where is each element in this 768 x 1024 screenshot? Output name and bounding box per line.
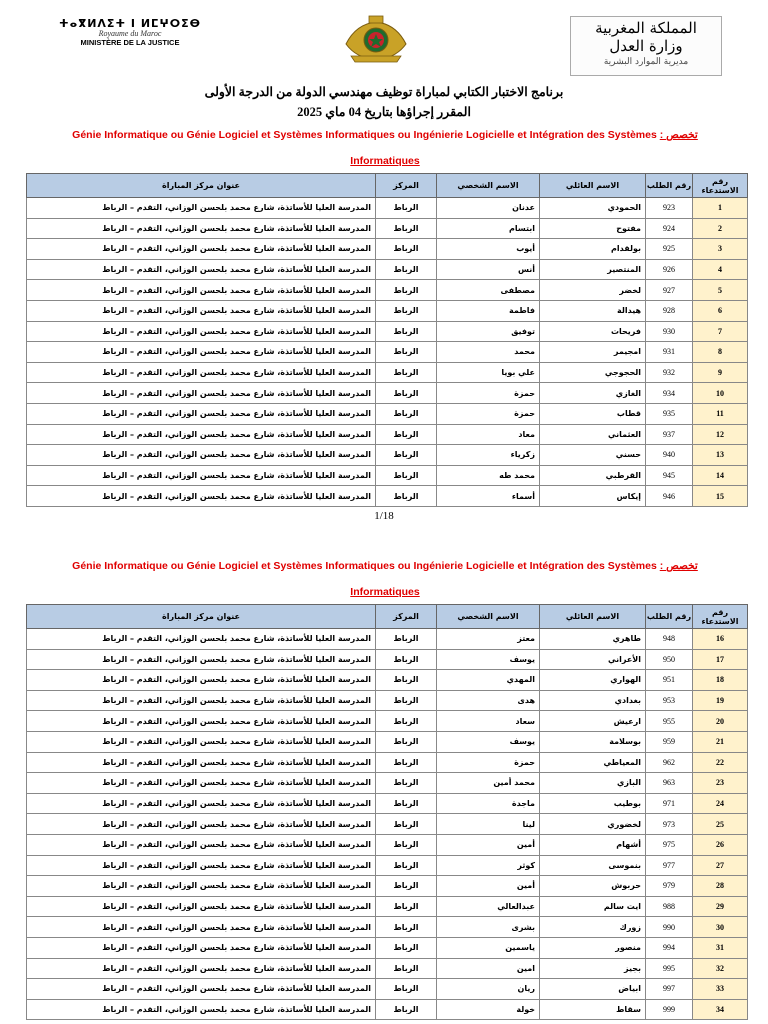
cell-convocation-number: 11: [693, 403, 748, 424]
cell-family-name: إيكاس: [540, 486, 646, 507]
cell-address: المدرسة العليا للأساتذة، شارع محمد بلحسن الوزاني، التقدم – الرباط: [27, 773, 376, 794]
cell-application-number: 994: [646, 937, 693, 958]
col-application-number: رقم الطلب: [646, 174, 693, 198]
cell-first-name: أسماء: [437, 486, 540, 507]
cell-family-name: المعياطي: [540, 752, 646, 773]
cell-first-name: حمزة: [437, 403, 540, 424]
cell-first-name: محمد: [437, 342, 540, 363]
cell-convocation-number: 2: [693, 218, 748, 239]
cell-address: المدرسة العليا للأساتذة، شارع محمد بلحسن الوزاني، التقدم – الرباط: [27, 793, 376, 814]
table-row: [27, 876, 748, 897]
cell-convocation-number: 21: [693, 731, 748, 752]
cell-convocation-number: 1: [693, 198, 748, 219]
col-address: عنوان مركز المباراة: [27, 174, 376, 198]
cell-convocation-number: 34: [693, 999, 748, 1020]
cell-first-name: معتز: [437, 629, 540, 650]
cell-city: الرباط: [376, 690, 437, 711]
cell-family-name: بوسلامة: [540, 731, 646, 752]
cell-convocation-number: 24: [693, 793, 748, 814]
cell-address: المدرسة العليا للأساتذة، شارع محمد بلحسن الوزاني، التقدم – الرباط: [27, 445, 376, 466]
cell-family-name: هيدالة: [540, 300, 646, 321]
cell-city: الرباط: [376, 198, 437, 219]
cell-convocation-number: 27: [693, 855, 748, 876]
cell-family-name: الأعراني: [540, 649, 646, 670]
cell-first-name: لينا: [437, 814, 540, 835]
ministry-text: وزارة العدل: [609, 37, 683, 55]
cell-first-name: محمد طه: [437, 465, 540, 486]
table-row: [27, 280, 748, 301]
table-row: [27, 362, 748, 383]
cell-application-number: 927: [646, 280, 693, 301]
cell-city: الرباط: [376, 465, 437, 486]
cell-application-number: 975: [646, 834, 693, 855]
cell-address: المدرسة العليا للأساتذة، شارع محمد بلحسن الوزاني، التقدم – الرباط: [27, 198, 376, 219]
cell-city: الرباط: [376, 342, 437, 363]
cell-family-name: امجيمر: [540, 342, 646, 363]
cell-first-name: خولة: [437, 999, 540, 1020]
tifinagh-text: ⵜⴰⴳⵍⴷⵉⵜ ⵏ ⵍⵎⵖⵔⵉⴱ: [58, 17, 201, 30]
cell-convocation-number: 8: [693, 342, 748, 363]
table-row: [27, 999, 748, 1020]
cell-application-number: 959: [646, 731, 693, 752]
col-family-name: الاسم العائلي: [540, 605, 646, 629]
ministry-logo-left: [55, 18, 205, 58]
table-row: [27, 958, 748, 979]
cell-first-name: ابتسام: [437, 218, 540, 239]
cell-convocation-number: 15: [693, 486, 748, 507]
cell-application-number: 923: [646, 198, 693, 219]
cell-application-number: 955: [646, 711, 693, 732]
cell-family-name: فريحات: [540, 321, 646, 342]
cell-city: الرباط: [376, 670, 437, 691]
cell-address: المدرسة العليا للأساتذة، شارع محمد بلحسن الوزاني، التقدم – الرباط: [27, 999, 376, 1020]
cell-family-name: العثماني: [540, 424, 646, 445]
cell-address: المدرسة العليا للأساتذة، شارع محمد بلحسن الوزاني، التقدم – الرباط: [27, 486, 376, 507]
cell-city: الرباط: [376, 917, 437, 938]
cell-address: المدرسة العليا للأساتذة، شارع محمد بلحسن الوزاني، التقدم – الرباط: [27, 649, 376, 670]
cell-city: الرباط: [376, 793, 437, 814]
table-row: [27, 793, 748, 814]
cell-convocation-number: 9: [693, 362, 748, 383]
cell-address: المدرسة العليا للأساتذة، شارع محمد بلحسن الوزاني، التقدم – الرباط: [27, 876, 376, 897]
cell-application-number: 934: [646, 383, 693, 404]
table-row: [27, 855, 748, 876]
cell-application-number: 946: [646, 486, 693, 507]
cell-convocation-number: 33: [693, 979, 748, 1000]
cell-address: المدرسة العليا للأساتذة، شارع محمد بلحسن الوزاني، التقدم – الرباط: [27, 424, 376, 445]
cell-address: المدرسة العليا للأساتذة، شارع محمد بلحسن الوزاني، التقدم – الرباط: [27, 937, 376, 958]
cell-city: الرباط: [376, 383, 437, 404]
table-row: [27, 383, 748, 404]
cell-family-name: المنتصير: [540, 259, 646, 280]
cell-family-name: سقاط: [540, 999, 646, 1020]
cell-address: المدرسة العليا للأساتذة، شارع محمد بلحسن الوزاني، التقدم – الرباط: [27, 958, 376, 979]
cell-first-name: بشرى: [437, 917, 540, 938]
cell-application-number: 945: [646, 465, 693, 486]
cell-first-name: توفيق: [437, 321, 540, 342]
cell-address: المدرسة العليا للأساتذة، شارع محمد بلحسن الوزاني، التقدم – الرباط: [27, 218, 376, 239]
candidates-table-page2: [26, 604, 748, 1020]
col-first-name: الاسم الشخصي: [437, 605, 540, 629]
cell-city: الرباط: [376, 362, 437, 383]
cell-city: الرباط: [376, 937, 437, 958]
cell-first-name: أنس: [437, 259, 540, 280]
cell-first-name: أمين: [437, 876, 540, 897]
table-row: [27, 218, 748, 239]
cell-address: المدرسة العليا للأساتذة، شارع محمد بلحسن الوزاني، التقدم – الرباط: [27, 280, 376, 301]
cell-application-number: 962: [646, 752, 693, 773]
cell-application-number: 979: [646, 876, 693, 897]
cell-address: المدرسة العليا للأساتذة، شارع محمد بلحسن الوزاني، التقدم – الرباط: [27, 342, 376, 363]
cell-family-name: بولقدام: [540, 239, 646, 260]
cell-convocation-number: 6: [693, 300, 748, 321]
cell-city: الرباط: [376, 300, 437, 321]
cell-address: المدرسة العليا للأساتذة، شارع محمد بلحسن الوزاني، التقدم – الرباط: [27, 383, 376, 404]
specialty-text: Génie Informatique ou Génie Logiciel et Systèmes Informatiques ou Ingénierie Logicielle et Intégration des Systèmes: [72, 129, 657, 141]
cell-convocation-number: 7: [693, 321, 748, 342]
cell-convocation-number: 23: [693, 773, 748, 794]
document-header: [0, 0, 768, 80]
cell-first-name: ماجدة: [437, 793, 540, 814]
cell-convocation-number: 10: [693, 383, 748, 404]
cell-family-name: الحمودي: [540, 198, 646, 219]
table-header-row: [27, 605, 748, 629]
cell-application-number: 948: [646, 629, 693, 650]
cell-address: المدرسة العليا للأساتذة، شارع محمد بلحسن الوزاني، التقدم – الرباط: [27, 814, 376, 835]
cell-family-name: بنموسى: [540, 855, 646, 876]
cell-family-name: قطاب: [540, 403, 646, 424]
cell-family-name: ابياض: [540, 979, 646, 1000]
cell-address: المدرسة العليا للأساتذة، شارع محمد بلحسن الوزاني، التقدم – الرباط: [27, 979, 376, 1000]
cell-family-name: لخضوري: [540, 814, 646, 835]
cell-family-name: الحجوجي: [540, 362, 646, 383]
cell-first-name: ريان: [437, 979, 540, 1000]
cell-convocation-number: 26: [693, 834, 748, 855]
table-row: [27, 198, 748, 219]
cell-first-name: محمد أمين: [437, 773, 540, 794]
table-row: [27, 403, 748, 424]
cell-address: المدرسة العليا للأساتذة، شارع محمد بلحسن الوزاني، التقدم – الرباط: [27, 731, 376, 752]
col-city: المركز: [376, 174, 437, 198]
table-row: [27, 424, 748, 445]
exam-date-title: المقرر إجراؤها بتاريخ 04 ماي 2025: [297, 105, 471, 119]
cell-family-name: بجيز: [540, 958, 646, 979]
cell-convocation-number: 3: [693, 239, 748, 260]
cell-application-number: 999: [646, 999, 693, 1020]
cell-application-number: 924: [646, 218, 693, 239]
col-city: المركز: [376, 605, 437, 629]
cell-address: المدرسة العليا للأساتذة، شارع محمد بلحسن الوزاني، التقدم – الرباط: [27, 690, 376, 711]
cell-convocation-number: 17: [693, 649, 748, 670]
ministry-logo-right: [570, 16, 722, 76]
cell-family-name: ايت سالم: [540, 896, 646, 917]
table-row: [27, 979, 748, 1000]
col-convocation-number: رقم الاستدعاء: [693, 174, 748, 198]
cell-application-number: 940: [646, 445, 693, 466]
cell-application-number: 926: [646, 259, 693, 280]
cell-family-name: منصور: [540, 937, 646, 958]
cell-convocation-number: 13: [693, 445, 748, 466]
cell-convocation-number: 16: [693, 629, 748, 650]
cell-application-number: 977: [646, 855, 693, 876]
col-convocation-number: رقم الاستدعاء: [693, 605, 748, 629]
cell-first-name: امين: [437, 958, 540, 979]
table-row: [27, 731, 748, 752]
table-row: [27, 773, 748, 794]
cell-family-name: حسني: [540, 445, 646, 466]
cell-application-number: 953: [646, 690, 693, 711]
col-family-name: الاسم العائلي: [540, 174, 646, 198]
cell-first-name: هدى: [437, 690, 540, 711]
cell-city: الرباط: [376, 979, 437, 1000]
cell-family-name: مفتوح: [540, 218, 646, 239]
table-row: [27, 834, 748, 855]
cell-application-number: 951: [646, 670, 693, 691]
cell-family-name: القرطبي: [540, 465, 646, 486]
cell-address: المدرسة العليا للأساتذة، شارع محمد بلحسن الوزاني، التقدم – الرباط: [27, 629, 376, 650]
cell-convocation-number: 18: [693, 670, 748, 691]
table-row: [27, 752, 748, 773]
cell-first-name: كوثر: [437, 855, 540, 876]
cell-city: الرباط: [376, 321, 437, 342]
cell-convocation-number: 22: [693, 752, 748, 773]
cell-address: المدرسة العليا للأساتذة، شارع محمد بلحسن الوزاني، التقدم – الرباط: [27, 321, 376, 342]
cell-city: الرباط: [376, 855, 437, 876]
cell-first-name: زكرياء: [437, 445, 540, 466]
table-header-row: [27, 174, 748, 198]
specialty-heading-page1: [40, 122, 730, 174]
cell-family-name: طاهري: [540, 629, 646, 650]
cell-city: الرباط: [376, 711, 437, 732]
cell-address: المدرسة العليا للأساتذة، شارع محمد بلحسن الوزاني، التقدم – الرباط: [27, 855, 376, 876]
specialty-label: : تخصص: [659, 560, 698, 572]
cell-first-name: المهدي: [437, 670, 540, 691]
cell-address: المدرسة العليا للأساتذة، شارع محمد بلحسن الوزاني، التقدم – الرباط: [27, 670, 376, 691]
specialty-text: Génie Informatique ou Génie Logiciel et Systèmes Informatiques ou Ingénierie Logicielle et Intégration des Systèmes: [72, 560, 657, 572]
cell-city: الرباط: [376, 280, 437, 301]
cell-family-name: الغازي: [540, 383, 646, 404]
cell-first-name: عدنان: [437, 198, 540, 219]
document-title: برنامج الاختبار الكتابي لمباراة توظيف مهندسي الدولة من الدرجة الأولى: [204, 85, 564, 99]
cell-address: المدرسة العليا للأساتذة، شارع محمد بلحسن الوزاني، التقدم – الرباط: [27, 917, 376, 938]
table-row: [27, 239, 748, 260]
cell-city: الرباط: [376, 218, 437, 239]
table-row: [27, 342, 748, 363]
cell-convocation-number: 30: [693, 917, 748, 938]
table-row: [27, 711, 748, 732]
cell-convocation-number: 19: [693, 690, 748, 711]
cell-address: المدرسة العليا للأساتذة، شارع محمد بلحسن الوزاني، التقدم – الرباط: [27, 403, 376, 424]
cell-convocation-number: 28: [693, 876, 748, 897]
cell-city: الرباط: [376, 239, 437, 260]
cell-address: المدرسة العليا للأساتذة، شارع محمد بلحسن الوزاني، التقدم – الرباط: [27, 896, 376, 917]
col-first-name: الاسم الشخصي: [437, 174, 540, 198]
cell-first-name: حمزة: [437, 383, 540, 404]
cell-first-name: أيوب: [437, 239, 540, 260]
cell-family-name: أشهام: [540, 834, 646, 855]
cell-city: الرباط: [376, 629, 437, 650]
cell-address: المدرسة العليا للأساتذة، شارع محمد بلحسن الوزاني، التقدم – الرباط: [27, 300, 376, 321]
table-row: [27, 649, 748, 670]
cell-city: الرباط: [376, 649, 437, 670]
cell-city: الرباط: [376, 259, 437, 280]
cell-family-name: حربوش: [540, 876, 646, 897]
cell-address: المدرسة العليا للأساتذة، شارع محمد بلحسن الوزاني، التقدم – الرباط: [27, 711, 376, 732]
cell-address: المدرسة العليا للأساتذة، شارع محمد بلحسن الوزاني، التقدم – الرباط: [27, 752, 376, 773]
cell-application-number: 925: [646, 239, 693, 260]
table-row: [27, 486, 748, 507]
cell-city: الرباط: [376, 773, 437, 794]
cell-city: الرباط: [376, 958, 437, 979]
cell-application-number: 995: [646, 958, 693, 979]
cell-application-number: 932: [646, 362, 693, 383]
cell-convocation-number: 32: [693, 958, 748, 979]
candidates-table-page1: [26, 173, 748, 507]
cell-first-name: معاد: [437, 424, 540, 445]
ministere-text: MINISTÈRE DE LA JUSTICE: [80, 38, 180, 47]
cell-application-number: 937: [646, 424, 693, 445]
cell-convocation-number: 4: [693, 259, 748, 280]
cell-application-number: 997: [646, 979, 693, 1000]
table-row: [27, 814, 748, 835]
cell-application-number: 931: [646, 342, 693, 363]
cell-family-name: البازي: [540, 773, 646, 794]
cell-application-number: 988: [646, 896, 693, 917]
specialty-text-line2: Informatiques: [350, 586, 420, 598]
cell-first-name: علي بويا: [437, 362, 540, 383]
cell-family-name: بغدادي: [540, 690, 646, 711]
cell-first-name: حمزة: [437, 752, 540, 773]
cell-convocation-number: 29: [693, 896, 748, 917]
cell-city: الرباط: [376, 834, 437, 855]
cell-application-number: 963: [646, 773, 693, 794]
col-application-number: رقم الطلب: [646, 605, 693, 629]
cell-city: الرباط: [376, 403, 437, 424]
cell-address: المدرسة العليا للأساتذة، شارع محمد بلحسن الوزاني، التقدم – الرباط: [27, 465, 376, 486]
cell-family-name: الهواري: [540, 670, 646, 691]
cell-city: الرباط: [376, 814, 437, 835]
table-row: [27, 300, 748, 321]
cell-application-number: 930: [646, 321, 693, 342]
cell-application-number: 973: [646, 814, 693, 835]
cell-first-name: يوسف: [437, 649, 540, 670]
cell-application-number: 950: [646, 649, 693, 670]
cell-convocation-number: 5: [693, 280, 748, 301]
cell-application-number: 935: [646, 403, 693, 424]
cell-family-name: زورك: [540, 917, 646, 938]
cell-city: الرباط: [376, 752, 437, 773]
cell-city: الرباط: [376, 445, 437, 466]
cell-convocation-number: 12: [693, 424, 748, 445]
cell-application-number: 928: [646, 300, 693, 321]
page-number: 1/18: [374, 510, 394, 522]
cell-application-number: 971: [646, 793, 693, 814]
cell-address: المدرسة العليا للأساتذة، شارع محمد بلحسن الوزاني، التقدم – الرباط: [27, 834, 376, 855]
cell-convocation-number: 25: [693, 814, 748, 835]
cell-city: الرباط: [376, 896, 437, 917]
cell-city: الرباط: [376, 876, 437, 897]
table-row: [27, 629, 748, 650]
specialty-label: : تخصص: [659, 129, 698, 141]
cell-family-name: لخضر: [540, 280, 646, 301]
specialty-heading-page2: [40, 553, 730, 605]
cell-city: الرباط: [376, 424, 437, 445]
cell-family-name: بوطيب: [540, 793, 646, 814]
cell-first-name: مصطفى: [437, 280, 540, 301]
table-row: [27, 259, 748, 280]
cell-family-name: ارعيش: [540, 711, 646, 732]
coat-of-arms-emblem: [341, 14, 411, 64]
cell-convocation-number: 31: [693, 937, 748, 958]
cell-city: الرباط: [376, 999, 437, 1020]
table-row: [27, 465, 748, 486]
royaume-text: Royaume du Maroc: [98, 29, 162, 38]
cell-address: المدرسة العليا للأساتذة، شارع محمد بلحسن الوزاني، التقدم – الرباط: [27, 259, 376, 280]
cell-city: الرباط: [376, 731, 437, 752]
cell-first-name: ياسمين: [437, 937, 540, 958]
cell-city: الرباط: [376, 486, 437, 507]
specialty-text-line2: Informatiques: [350, 155, 420, 167]
cell-convocation-number: 14: [693, 465, 748, 486]
cell-address: المدرسة العليا للأساتذة، شارع محمد بلحسن الوزاني، التقدم – الرباط: [27, 239, 376, 260]
cell-address: المدرسة العليا للأساتذة، شارع محمد بلحسن الوزاني، التقدم – الرباط: [27, 362, 376, 383]
cell-first-name: فاطمة: [437, 300, 540, 321]
directorate-text: مديرية الموارد البشرية: [603, 57, 689, 67]
table-row: [27, 670, 748, 691]
table-row: [27, 445, 748, 466]
cell-first-name: أمين: [437, 834, 540, 855]
cell-first-name: سعاد: [437, 711, 540, 732]
table-row: [27, 321, 748, 342]
kingdom-text: المملكة المغربية: [595, 19, 697, 37]
cell-application-number: 990: [646, 917, 693, 938]
table-row: [27, 917, 748, 938]
table-row: [27, 690, 748, 711]
table-row: [27, 896, 748, 917]
cell-first-name: يوسف: [437, 731, 540, 752]
cell-first-name: عبدالعالي: [437, 896, 540, 917]
table-row: [27, 937, 748, 958]
cell-convocation-number: 20: [693, 711, 748, 732]
col-address: عنوان مركز المباراة: [27, 605, 376, 629]
